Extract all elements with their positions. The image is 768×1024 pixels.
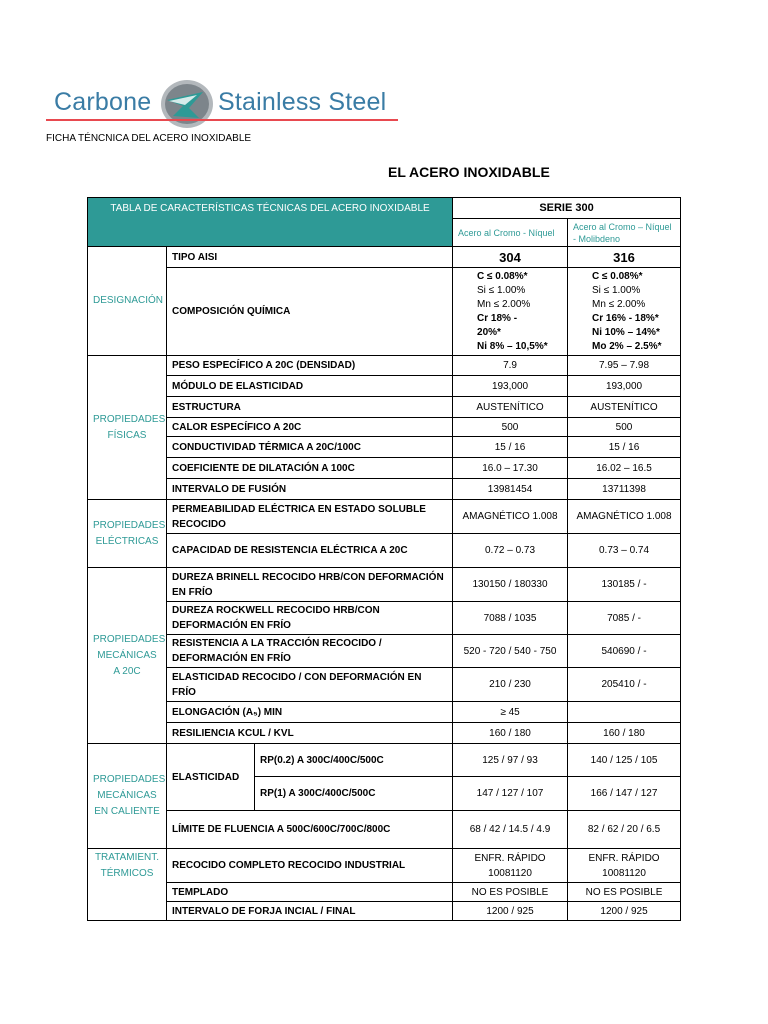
cell-value: 7.9	[453, 356, 568, 376]
row-label: ESTRUCTURA	[167, 397, 453, 418]
spec-table	[87, 197, 681, 921]
row-label: DUREZA ROCKWELL RECOCIDO HRB/CON DEFORMACIÓN EN FRÍO	[167, 602, 453, 635]
cell-value: 147 / 127 / 107	[453, 777, 568, 811]
cell-value: 205410 / -	[568, 668, 681, 702]
table-row	[88, 568, 681, 602]
cell-value: 0.72 – 0.73	[453, 534, 568, 568]
comp-line: Mo 2% – 2.5%*	[592, 340, 662, 352]
comp-line: 20%*	[477, 326, 501, 338]
group-fisicas: PROPIEDADES FÍSICAS	[88, 356, 167, 500]
table-row	[88, 534, 681, 568]
page-title: EL ACERO INOXIDABLE	[388, 164, 550, 180]
table-row	[88, 635, 681, 668]
row-label: RP(1) A 300C/400C/500C	[255, 777, 453, 811]
comp-line: Ni 10% – 14%*	[592, 326, 660, 338]
table-row	[88, 702, 681, 723]
table-row	[88, 479, 681, 500]
comp-line: Cr 18% -	[477, 312, 518, 324]
cell-value: 500	[453, 418, 568, 437]
carbone-logo	[46, 76, 402, 132]
comp-line: C ≤ 0.08%*	[592, 270, 643, 282]
cell-value: 193,000	[453, 376, 568, 397]
logo-emblem-icon	[159, 78, 215, 130]
group-designacion: DESIGNACIÓN	[88, 247, 167, 356]
row-label: INTERVALO DE FORJA INCIAL / FINAL	[167, 902, 453, 921]
logo-right-text: Stainless Steel	[218, 88, 387, 116]
table-row	[88, 902, 681, 921]
cell-value: 304	[453, 247, 568, 268]
row-label: CALOR ESPECÍFICO A 20C	[167, 418, 453, 437]
group-termicos: TRATAMIENT. TÉRMICOS	[88, 849, 167, 921]
comp-line: Mn ≤ 2.00%	[592, 298, 646, 310]
table-header-title: TABLA DE CARACTERÍSTICAS TÉCNICAS DEL ACERO INOXIDABLE	[88, 198, 453, 247]
cell-value: 130185 / -	[568, 568, 681, 602]
row-label: INTERVALO DE FUSIÓN	[167, 479, 453, 500]
row-label: TIPO AISI	[167, 247, 453, 268]
row-label: DUREZA BRINELL RECOCIDO HRB/CON DEFORMACIÓN EN FRÍO	[167, 568, 453, 602]
cell-value: 13981454	[453, 479, 568, 500]
table-row	[88, 458, 681, 479]
cell-value: NO ES POSIBLE	[453, 883, 568, 902]
cell-value: 68 / 42 / 14.5 / 4.9	[453, 811, 568, 849]
table-row	[88, 500, 681, 534]
elasticidad-label: ELASTICIDAD	[167, 744, 255, 811]
cell-value: 7085 / -	[568, 602, 681, 635]
col1-description: Acero al Cromo - Níquel	[453, 219, 568, 247]
comp-line: Ni 8% – 10,5%*	[477, 340, 548, 352]
composition-304	[453, 268, 568, 356]
cell-value: ENFR. RÁPIDO 10081120	[453, 849, 568, 883]
cell-value: 193,000	[568, 376, 681, 397]
cell-value: 160 / 180	[453, 723, 568, 744]
cell-value: ENFR. RÁPIDO 10081120	[568, 849, 681, 883]
cell-value: 1200 / 925	[453, 902, 568, 921]
cell-value: 540690 / -	[568, 635, 681, 668]
table-row	[88, 376, 681, 397]
logo-underline	[46, 119, 398, 121]
cell-value: AMAGNÉTICO 1.008	[568, 500, 681, 534]
cell-value: ≥ 45	[453, 702, 568, 723]
cell-value: 0.73 – 0.74	[568, 534, 681, 568]
cell-value: 130150 / 180330	[453, 568, 568, 602]
col2-description: Acero al Cromo – Níquel - Molibdeno	[568, 219, 681, 247]
cell-value: 7.95 – 7.98	[568, 356, 681, 376]
table-row	[88, 397, 681, 418]
cell-value: 16.02 – 16.5	[568, 458, 681, 479]
table-header-row	[88, 198, 681, 219]
table-row	[88, 811, 681, 849]
row-label: RESISTENCIA A LA TRACCIÓN RECOCIDO / DEFORMACIÓN EN FRÍO	[167, 635, 453, 668]
comp-line: C ≤ 0.08%*	[477, 270, 528, 282]
cell-value: 13711398	[568, 479, 681, 500]
row-label: CONDUCTIVIDAD TÉRMICA A 20C/100C	[167, 437, 453, 458]
table-row	[88, 668, 681, 702]
table-row	[88, 418, 681, 437]
table-row	[88, 883, 681, 902]
cell-value: AMAGNÉTICO 1.008	[453, 500, 568, 534]
cell-value: 316	[568, 247, 681, 268]
document-subtitle: FICHA TÉNCNICA DEL ACERO INOXIDABLE	[46, 133, 252, 144]
cell-value: 16.0 – 17.30	[453, 458, 568, 479]
row-label: LÍMITE DE FLUENCIA A 500C/600C/700C/800C	[167, 811, 453, 849]
table-row	[88, 356, 681, 376]
cell-value: NO ES POSIBLE	[568, 883, 681, 902]
cell-value: 500	[568, 418, 681, 437]
cell-value	[568, 702, 681, 723]
cell-value: AUSTENÍTICO	[568, 397, 681, 418]
row-label: PESO ESPECÍFICO A 20C (DENSIDAD)	[167, 356, 453, 376]
table-row	[88, 744, 681, 777]
cell-value: AUSTENÍTICO	[453, 397, 568, 418]
row-label: RP(0.2) A 300C/400C/500C	[255, 744, 453, 777]
cell-value: 166 / 147 / 127	[568, 777, 681, 811]
row-label: MÓDULO DE ELASTICIDAD	[167, 376, 453, 397]
cell-value: 82 / 62 / 20 / 6.5	[568, 811, 681, 849]
comp-line: Si ≤ 1.00%	[477, 284, 526, 296]
group-mecanicas: PROPIEDADES MECÁNICAS A 20C	[88, 568, 167, 744]
table-row	[88, 247, 681, 268]
cell-value: 210 / 230	[453, 668, 568, 702]
cell-value: 140 / 125 / 105	[568, 744, 681, 777]
cell-value: 7088 / 1035	[453, 602, 568, 635]
group-electricas: PROPIEDADES ELÉCTRICAS	[88, 500, 167, 568]
row-label: PERMEABILIDAD ELÉCTRICA EN ESTADO SOLUBLE RECOCIDO	[167, 500, 453, 534]
row-label: COEFICIENTE DE DILATACIÓN A 100C	[167, 458, 453, 479]
composition-316	[568, 268, 681, 356]
row-label: COMPOSICIÓN QUÍMICA	[167, 268, 453, 356]
cell-value: 520 - 720 / 540 - 750	[453, 635, 568, 668]
cell-value: 125 / 97 / 93	[453, 744, 568, 777]
group-caliente: PROPIEDADES MECÁNICAS EN CALIENTE	[88, 744, 167, 849]
row-label: ELASTICIDAD RECOCIDO / CON DEFORMACIÓN EN FRÍO	[167, 668, 453, 702]
comp-line: Si ≤ 1.00%	[592, 284, 641, 296]
row-label: RECOCIDO COMPLETO RECOCIDO INDUSTRIAL	[167, 849, 453, 883]
comp-line: Mn ≤ 2.00%	[477, 298, 531, 310]
row-label: ELONGACIÓN (A₅) MIN	[167, 702, 453, 723]
row-label: RESILIENCIA KCUL / KVL	[167, 723, 453, 744]
cell-value: 1200 / 925	[568, 902, 681, 921]
table-row	[88, 849, 681, 883]
serie-header: SERIE 300	[453, 198, 681, 219]
table-row	[88, 602, 681, 635]
table-row	[88, 723, 681, 744]
cell-value: 15 / 16	[568, 437, 681, 458]
table-row	[88, 268, 681, 356]
row-label: CAPACIDAD DE RESISTENCIA ELÉCTRICA A 20C	[167, 534, 453, 568]
table-row	[88, 437, 681, 458]
cell-value: 160 / 180	[568, 723, 681, 744]
cell-value: 15 / 16	[453, 437, 568, 458]
comp-line: Cr 16% - 18%*	[592, 312, 659, 324]
logo-left-text: Carbone	[54, 88, 152, 116]
row-label: TEMPLADO	[167, 883, 453, 902]
